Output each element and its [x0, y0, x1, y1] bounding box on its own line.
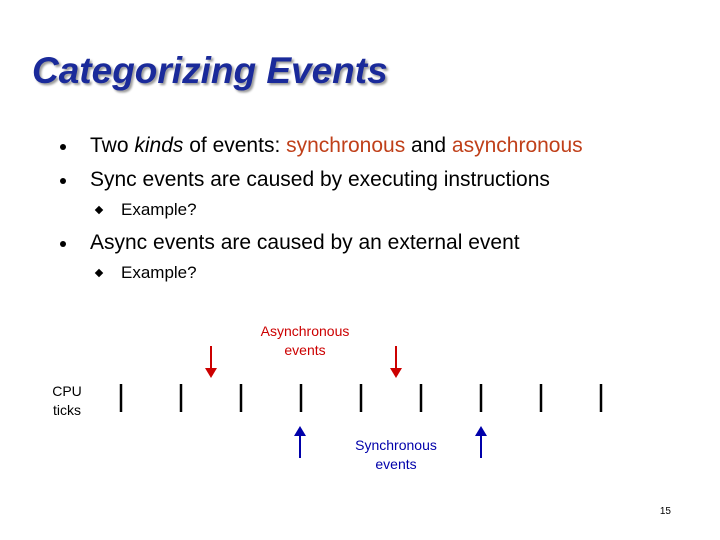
cpu-ticks-label: CPU ticks	[52, 383, 82, 418]
bullet-text: Two kinds of events: synchronous and asynchronous	[90, 134, 583, 157]
async-arrow	[390, 346, 402, 378]
bullet-text: Async events are caused by an external event	[90, 231, 520, 254]
page-number: 15	[659, 506, 671, 517]
synchronous-term: synchronous	[286, 134, 406, 157]
asynchronous-events-label: Asynchronous events	[260, 323, 350, 358]
bullet-text: Sync events are caused by executing instructions	[90, 168, 550, 191]
cpu-ticks	[121, 384, 601, 412]
asynchronous-term: asynchronous	[451, 134, 583, 157]
synchronous-events-label: Synchronous events	[355, 437, 437, 472]
sync-arrow	[294, 426, 306, 458]
sync-arrow	[475, 426, 487, 458]
slide-title: Categorizing Events	[32, 50, 388, 91]
sub-bullet-text: Example?	[121, 263, 197, 282]
async-arrow	[205, 346, 217, 378]
sub-bullet-text: Example?	[121, 200, 197, 219]
